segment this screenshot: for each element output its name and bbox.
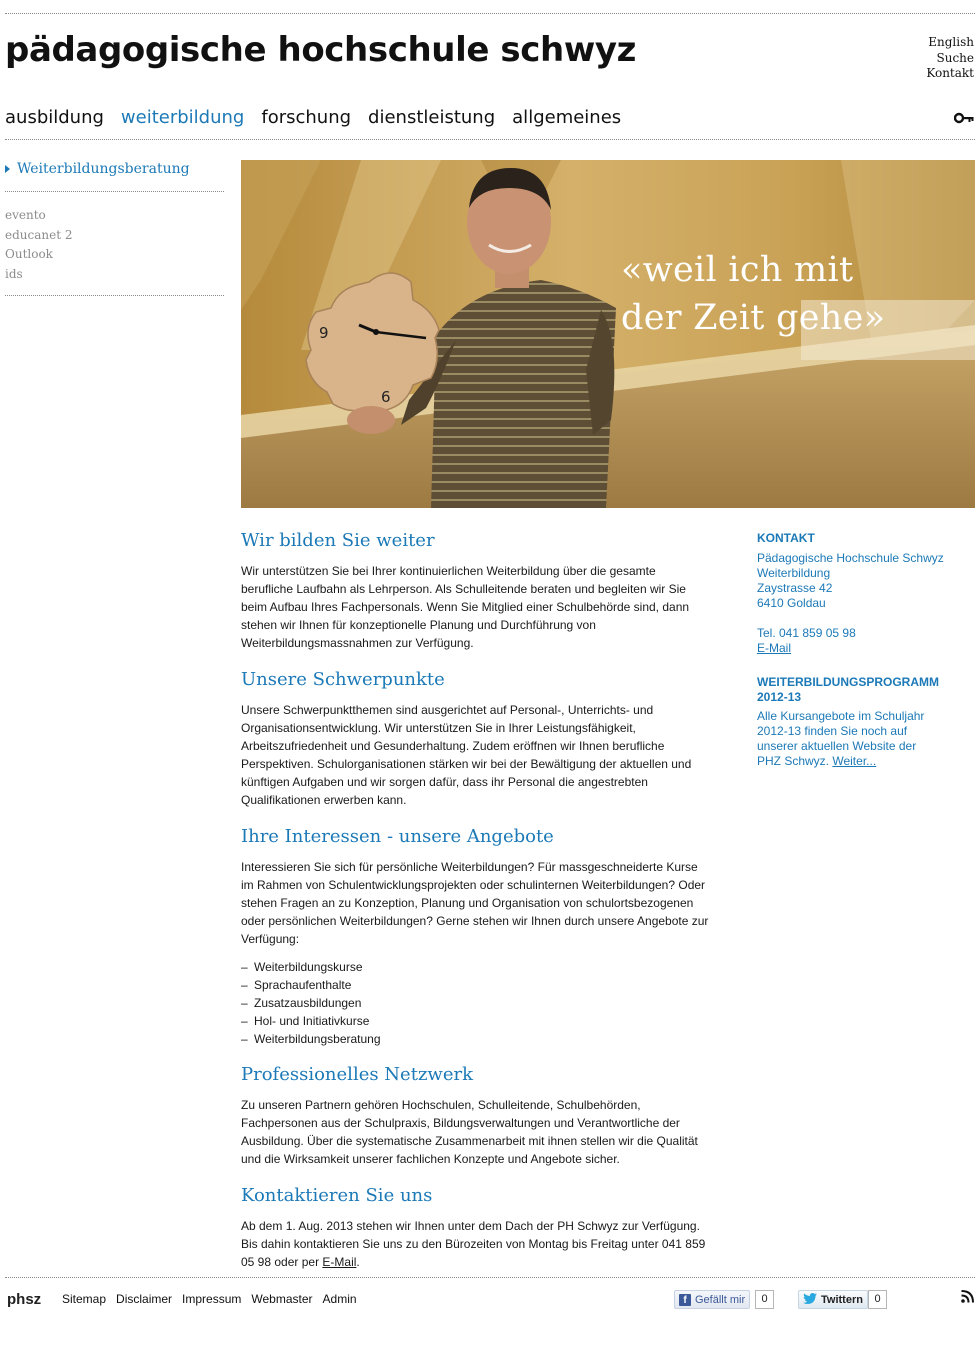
hero-quote-line-1: «weil ich mit bbox=[621, 250, 854, 290]
section-title-weiterbilden: Wir bilden Sie weiter bbox=[241, 530, 435, 551]
facebook-like-label: Gefällt mir bbox=[695, 1293, 746, 1306]
contact-line: Zaystrasse 42 bbox=[757, 581, 833, 595]
top-rule bbox=[5, 13, 975, 14]
facebook-like-count: 0 bbox=[755, 1290, 774, 1309]
contact-line: 6410 Goldau bbox=[757, 596, 826, 610]
facebook-like-button[interactable] bbox=[674, 1290, 750, 1309]
list-item: – Sprachaufenthalte bbox=[241, 976, 711, 994]
nav-item-allgemeines[interactable]: allgemeines bbox=[512, 107, 622, 128]
footer-link-sitemap[interactable]: Sitemap bbox=[62, 1292, 107, 1306]
site-title[interactable]: pädagogische hochschule schwyz bbox=[5, 30, 636, 70]
section-title-kontakt: Kontaktieren Sie uns bbox=[241, 1185, 433, 1206]
program-text bbox=[757, 709, 939, 769]
nav-item-weiterbildung[interactable]: weiterbildung bbox=[120, 107, 245, 128]
section-title-schwerpunkte: Unsere Schwerpunkte bbox=[241, 669, 445, 690]
rss-icon[interactable] bbox=[961, 1290, 974, 1308]
nav-item-dienstleistung[interactable]: dienstleistung bbox=[368, 107, 496, 128]
kontakt-text: Ab dem 1. Aug. 2013 stehen wir Ihnen unter dem Dach der PH Schwyz zur Verfügung. Bis dahin kontaktieren Sie uns zu den Bürozeiten von Montag bis Freitag unter 041 859 05 98 oder per bbox=[241, 1219, 706, 1269]
footer-link-impressum[interactable]: Impressum bbox=[182, 1292, 242, 1306]
program-title: WEITERBILDUNGSPROGRAMM 2012-13 bbox=[757, 675, 939, 704]
offer-list bbox=[241, 958, 711, 1048]
hero-quote bbox=[621, 246, 885, 342]
hero-image bbox=[241, 160, 975, 508]
side-nav-item-label: Weiterbildungsberatung bbox=[17, 161, 190, 177]
list-item: – Zusatzausbildungen bbox=[241, 994, 711, 1012]
kontakt-text-end: . bbox=[356, 1255, 360, 1269]
section-text-kontakt bbox=[241, 1217, 711, 1271]
section-text-weiterbilden: Wir unterstützen Sie bei Ihrer kontinuierlichen Weiterbildung über die gesamte berufliche Laufbahn als Lehrperson. Als Schulleitende beraten und begleiten wir Sie beim Aufbau Ihres Fachpersonals. Wenn Sie Mitglied einer Schulbehörde sind, dann stehen wir Ihnen für konzeptionelle Planung und Durchführung von Weiterbildungsmassnahmen zur Verfügung. bbox=[241, 564, 690, 650]
program-description: Alle Kursangebote im Schuljahr 2012-13 finden Sie noch auf unserer aktuellen Website der PHZ Schwyz. bbox=[757, 709, 925, 768]
section-text-schwerpunkte: Unsere Schwerpunktthemen sind ausgerichtet auf Personal-, Unterrichts- und Organisationsentwicklung. Wir unterstützen Sie in Ihrer Leistungsfähigkeit, Arbeitszufriedenheit und Gesunderhaltung. Zudem eröffnen wir Ihnen berufliche Perspektiven. Schulorganisationen stärken wir bei der Bewältigung der aktuellen und künftigen Aufgaben und wir sorgen dafür, dass ihr Personal die angestrebten Qualifikationen erwerben kann. bbox=[241, 703, 692, 807]
main-nav bbox=[5, 107, 621, 128]
twitter-tweet-label: Twittern bbox=[821, 1293, 863, 1306]
section-title-netzwerk: Professionelles Netzwerk bbox=[241, 1064, 473, 1085]
nav-rule bbox=[5, 139, 975, 140]
twitter-bird-icon bbox=[803, 1293, 817, 1307]
email-link[interactable]: E-Mail bbox=[322, 1255, 357, 1269]
contact-phone: Tel. 041 859 05 98 bbox=[757, 626, 856, 640]
contact-title: KONTAKT bbox=[757, 531, 815, 545]
clock-number-6: 6 bbox=[381, 388, 391, 406]
section-text-angebote: Interessieren Sie sich für persönliche Weiterbildungen? Für massgeschneiderte Kurse im Rahmen von Schulentwicklungsprojekten oder schulinternen Weiterbildungen? Oder stehen Fragen an zu Konzeption, Planung und Organisation von schulortsbezogenen oder persönlichen Weiterbildungen? Gerne stehen wir Ihnen durch unsere Angebote zur Verfügung: bbox=[241, 860, 709, 946]
tool-link-educanet[interactable]: educanet 2 bbox=[5, 227, 73, 242]
triangle-right-icon bbox=[5, 165, 10, 173]
contact-line: Weiterbildung bbox=[757, 566, 831, 580]
side-tools bbox=[5, 206, 73, 284]
side-rule-1 bbox=[5, 191, 224, 192]
section-text-netzwerk: Zu unseren Partnern gehören Hochschulen, Schulleitende, Schulbehörden, Fachpersonen aus der Schulpraxis, Bildungsverwaltungen und Verantwortliche der Ausbildung. Über die systematische Zusammenarbeit mit ihnen stellen wir die Qualität und die Wirksamkeit unserer fachlichen Konzepte und Angebote sicher. bbox=[241, 1098, 698, 1166]
util-link-suche[interactable]: Suche bbox=[936, 50, 974, 65]
list-item: – Hol- und Initiativkurse bbox=[241, 1012, 711, 1030]
twitter-tweet-button[interactable] bbox=[798, 1290, 868, 1309]
hero-quote-line-2: der Zeit gehe» bbox=[621, 298, 886, 338]
main-content bbox=[241, 529, 711, 1287]
clock-number-9: 9 bbox=[319, 324, 329, 342]
contact-line: Pädagogische Hochschule Schwyz bbox=[757, 551, 944, 565]
nav-item-ausbildung[interactable]: ausbildung bbox=[5, 107, 104, 128]
footer-link-admin[interactable]: Admin bbox=[322, 1292, 357, 1306]
tool-link-evento[interactable]: evento bbox=[5, 208, 46, 222]
twitter-tweet-count: 0 bbox=[868, 1290, 887, 1309]
side-rule-2 bbox=[5, 295, 224, 296]
utility-links bbox=[926, 35, 974, 82]
util-link-kontakt[interactable]: Kontakt bbox=[926, 66, 974, 80]
contact-aside bbox=[757, 531, 957, 769]
contact-email-link[interactable]: E-Mail bbox=[757, 641, 792, 655]
footer-logo[interactable]: phsz bbox=[7, 1291, 42, 1308]
list-item: – Weiterbildungsberatung bbox=[241, 1030, 711, 1048]
footer-link-webmaster[interactable]: Webmaster bbox=[251, 1292, 313, 1306]
program-more-link[interactable]: Weiter... bbox=[832, 754, 877, 768]
nav-item-forschung[interactable]: forschung bbox=[261, 107, 352, 128]
footer-link-disclaimer[interactable]: Disclaimer bbox=[116, 1292, 173, 1306]
side-nav-item-weiterbildungsberatung[interactable] bbox=[5, 161, 224, 177]
tool-link-outlook[interactable]: Outlook bbox=[5, 247, 53, 261]
footer-links bbox=[62, 1292, 357, 1306]
side-nav bbox=[5, 161, 224, 177]
section-title-angebote: Ihre Interessen - unsere Angebote bbox=[241, 826, 554, 847]
tool-link-ids[interactable]: ids bbox=[5, 266, 23, 281]
footer bbox=[5, 1288, 975, 1312]
list-item: – Weiterbildungskurse bbox=[241, 958, 711, 976]
util-link-english[interactable]: English bbox=[928, 35, 974, 49]
footer-rule bbox=[5, 1277, 975, 1278]
facebook-icon: f bbox=[679, 1294, 691, 1306]
key-icon[interactable] bbox=[954, 111, 974, 129]
